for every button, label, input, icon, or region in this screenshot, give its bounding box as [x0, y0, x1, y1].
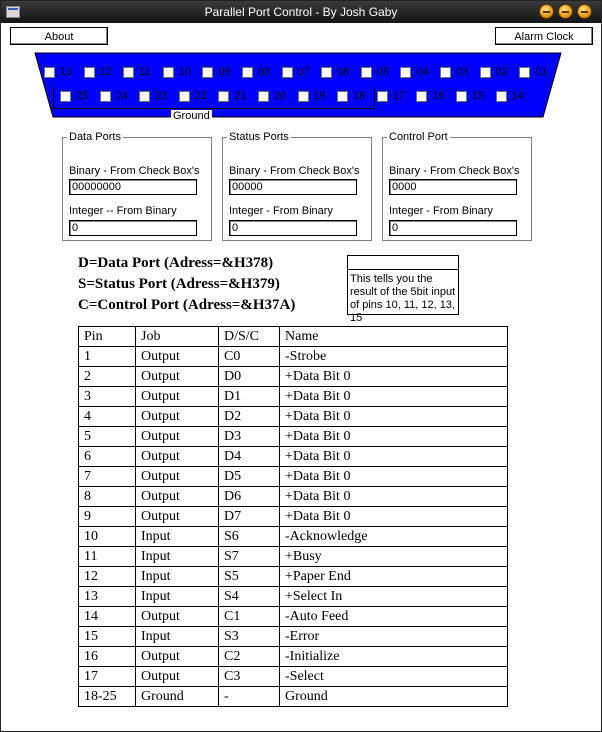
pin-job-cell: Input [136, 547, 219, 567]
checkbox-box[interactable] [202, 67, 213, 78]
input-result-field[interactable] [348, 256, 458, 270]
alarm-clock-button[interactable]: Alarm Clock [495, 27, 593, 45]
pin-name-cell: +Data Bit 0 [280, 427, 508, 447]
pin-number-cell: 2 [79, 367, 136, 387]
pin-number-label: 23 [155, 90, 168, 102]
pin-name-cell: +Data Bit 0 [280, 407, 508, 427]
pin-dsc-cell: S5 [219, 567, 280, 587]
pin-table-body [79, 347, 508, 707]
pin-number-label: 15 [472, 90, 485, 102]
status-ports-title: Status Ports [229, 131, 289, 143]
checkbox-box[interactable] [163, 67, 174, 78]
table-row [79, 667, 508, 687]
control-integer-field[interactable]: 0 [389, 220, 517, 236]
checkbox-box[interactable] [496, 91, 507, 102]
header-name: Name [280, 327, 508, 347]
pin-number-label: 24 [115, 90, 128, 102]
pin-number-cell: 3 [79, 387, 136, 407]
pin-name-cell: -Initialize [280, 647, 508, 667]
pin-job-cell: Output [136, 447, 219, 467]
pin-dsc-cell: D3 [219, 427, 280, 447]
table-row [79, 527, 508, 547]
pin-job-cell: Output [136, 427, 219, 447]
checkbox-box[interactable] [100, 91, 111, 102]
header-dsc: D/S/C [219, 327, 280, 347]
pin-number-label: 12 [99, 66, 112, 78]
pin-checkbox[interactable] [519, 66, 547, 78]
pin-dsc-cell: S4 [219, 587, 280, 607]
status-integer-field[interactable]: 0 [229, 220, 357, 236]
checkbox-box[interactable] [377, 91, 388, 102]
pin-checkbox[interactable] [202, 66, 230, 78]
pin-job-cell: Output [136, 647, 219, 667]
checkbox-box[interactable] [480, 67, 491, 78]
pin-checkbox[interactable] [440, 66, 468, 78]
pin-dsc-cell: D4 [219, 447, 280, 467]
table-row [79, 347, 508, 367]
table-row [79, 367, 508, 387]
table-row [79, 387, 508, 407]
pin-number-cell: 1 [79, 347, 136, 367]
pin-checkbox[interactable] [480, 66, 508, 78]
pin-name-cell: +Busy [280, 547, 508, 567]
pin-number-cell: 11 [79, 547, 136, 567]
ground-label: Ground [173, 110, 210, 122]
pin-job-cell: Input [136, 527, 219, 547]
pin-number-cell: 4 [79, 407, 136, 427]
pin-number-label: 01 [535, 66, 548, 78]
checkbox-box[interactable] [456, 91, 467, 102]
checkbox-box[interactable] [218, 91, 229, 102]
checkbox-box[interactable] [337, 91, 348, 102]
pin-number-cell: 16 [79, 647, 136, 667]
table-row [79, 467, 508, 487]
pin-number-label: 10 [178, 66, 192, 78]
pin-number-label: 03 [456, 66, 469, 78]
checkbox-box[interactable] [400, 67, 411, 78]
pin-checkbox[interactable] [60, 90, 88, 102]
control-binary-label: Binary - From Check Box's [389, 165, 520, 177]
pin-job-cell: Ground [136, 687, 219, 707]
input-result-box [347, 255, 459, 324]
pin-number-label: 21 [234, 90, 247, 102]
pin-number-cell: 10 [79, 527, 136, 547]
pin-job-cell: Output [136, 387, 219, 407]
minimize-button[interactable] [540, 5, 553, 18]
data-integer-label: Integer -- From Binary [69, 205, 177, 217]
pin-job-cell: Input [136, 627, 219, 647]
pin-job-cell: Output [136, 407, 219, 427]
pin-checkbox[interactable] [258, 90, 286, 102]
checkbox-box[interactable] [361, 67, 372, 78]
pin-checkbox[interactable] [337, 90, 365, 102]
pin-number-label: 13 [60, 66, 73, 78]
header-pin: Pin [79, 327, 136, 347]
pin-job-cell: Output [136, 487, 219, 507]
pin-name-cell: +Data Bit 0 [280, 487, 508, 507]
pin-number-label: 11 [139, 66, 151, 78]
pin-number-cell: 18-25 [79, 687, 136, 707]
data-integer-field[interactable]: 0 [69, 220, 197, 236]
checkbox-box[interactable] [282, 67, 293, 78]
pin-number-label: 25 [76, 90, 89, 102]
checkbox-box[interactable] [179, 91, 190, 102]
control-port-group [382, 131, 532, 241]
pin-job-cell: Output [136, 667, 219, 687]
port-address-legend [78, 253, 295, 316]
table-row [79, 547, 508, 567]
checkbox-box[interactable] [440, 67, 451, 78]
pin-number-label: 08 [258, 66, 271, 78]
table-row [79, 427, 508, 447]
pin-number-label: 07 [297, 66, 310, 78]
table-row [79, 487, 508, 507]
data-binary-label: Binary - From Check Box's [69, 165, 200, 177]
checkbox-box[interactable] [321, 67, 332, 78]
table-row [79, 627, 508, 647]
pin-number-label: 14 [511, 90, 524, 102]
pin-number-label: 04 [416, 66, 429, 78]
pin-name-cell: -Error [280, 627, 508, 647]
close-button[interactable] [578, 5, 591, 18]
pin-number-label: 18 [353, 90, 366, 102]
pin-number-label: 16 [432, 90, 445, 102]
table-row [79, 647, 508, 667]
pin-table [78, 326, 508, 707]
data-ports-title: Data Ports [69, 131, 121, 143]
control-integer-label: Integer - From Binary [389, 205, 493, 217]
pin-job-cell: Output [136, 347, 219, 367]
pin-name-cell: -Acknowledge [280, 527, 508, 547]
pin-checkbox[interactable] [123, 66, 150, 78]
status-binary-field[interactable]: 00000 [229, 179, 357, 195]
pin-checkbox[interactable] [218, 90, 246, 102]
pin-table-header-row [79, 327, 508, 347]
pin-checkbox[interactable] [456, 90, 484, 102]
table-row [79, 407, 508, 427]
pin-number-cell: 5 [79, 427, 136, 447]
pin-number-cell: 12 [79, 567, 136, 587]
pin-number-cell: 17 [79, 667, 136, 687]
table-row [79, 687, 508, 707]
pin-checkbox[interactable] [361, 66, 389, 78]
pin-name-cell: +Data Bit 0 [280, 467, 508, 487]
pin-job-cell: Output [136, 607, 219, 627]
db25-connector [31, 51, 565, 121]
pin-dsc-cell: C2 [219, 647, 280, 667]
pin-job-cell: Output [136, 507, 219, 527]
pin-dsc-cell: C3 [219, 667, 280, 687]
pin-checkbox[interactable] [282, 66, 310, 78]
checkbox-box[interactable] [139, 91, 150, 102]
pin-checkbox[interactable] [84, 66, 112, 78]
pin-checkbox[interactable] [242, 66, 270, 78]
control-port-address: C=Control Port (Adress=&H37A) [78, 297, 296, 313]
pin-dsc-cell: S6 [219, 527, 280, 547]
status-binary-label: Binary - From Check Box's [229, 165, 360, 177]
pin-name-cell: +Data Bit 0 [280, 367, 508, 387]
pin-job-cell: Input [136, 587, 219, 607]
table-row [79, 507, 508, 527]
status-port-address: S=Status Port (Adress=&H379) [78, 276, 280, 292]
pin-dsc-cell: D7 [219, 507, 280, 527]
pin-number-label: 05 [376, 66, 390, 78]
pin-dsc-cell: D2 [219, 407, 280, 427]
control-port-title: Control Port [389, 131, 448, 143]
header-job: Job [136, 327, 219, 347]
pin-dsc-cell: D5 [219, 467, 280, 487]
checkbox-box[interactable] [84, 67, 95, 78]
data-binary-field[interactable]: 00000000 [69, 179, 197, 195]
pin-checkbox[interactable] [44, 66, 72, 78]
status-integer-label: Integer - From Binary [229, 205, 333, 217]
pin-number-label: 22 [194, 90, 208, 102]
pin-checkbox[interactable] [100, 90, 128, 102]
pin-job-cell: Input [136, 567, 219, 587]
checkbox-box[interactable] [258, 91, 269, 102]
checkbox-box[interactable] [123, 67, 134, 78]
pin-number-label: 17 [392, 90, 406, 102]
pin-checkbox[interactable] [377, 90, 405, 102]
about-button[interactable]: About [10, 27, 108, 45]
pin-dsc-cell: C0 [219, 347, 280, 367]
table-row [79, 567, 508, 587]
pin-checkbox[interactable] [163, 66, 191, 78]
control-binary-field[interactable]: 0000 [389, 179, 517, 195]
pin-number-label: 20 [274, 90, 287, 102]
pin-checkbox[interactable] [400, 66, 428, 78]
pin-name-cell: +Paper End [280, 567, 508, 587]
checkbox-box[interactable] [298, 91, 309, 102]
pin-name-cell: +Select In [280, 587, 508, 607]
pin-checkbox[interactable] [496, 90, 524, 102]
pin-name-cell: +Data Bit 0 [280, 387, 508, 407]
pin-dsc-cell: C1 [219, 607, 280, 627]
pin-dsc-cell: D0 [219, 367, 280, 387]
pin-number-cell: 15 [79, 627, 136, 647]
pin-number-cell: 8 [79, 487, 136, 507]
pin-name-cell: -Select [280, 667, 508, 687]
pin-dsc-cell: S3 [219, 627, 280, 647]
data-ports-group [62, 131, 212, 241]
pin-number-label: 06 [337, 66, 350, 78]
pin-number-cell: 13 [79, 587, 136, 607]
table-row [79, 607, 508, 627]
status-ports-group [222, 131, 372, 241]
pin-number-label: 02 [495, 66, 508, 78]
checkbox-box[interactable] [242, 67, 253, 78]
input-result-note: This tells you the result of the 5bit input of pins 10, 11, 12, 13, 15 [350, 273, 456, 324]
checkbox-box[interactable] [416, 91, 427, 102]
pin-name-cell: +Data Bit 0 [280, 447, 508, 467]
pin-number-label: 09 [218, 66, 231, 78]
checkbox-box[interactable] [44, 67, 55, 78]
pin-number-cell: 14 [79, 607, 136, 627]
pin-checkbox[interactable] [298, 90, 326, 102]
pin-dsc-cell: - [219, 687, 280, 707]
pin-checkbox[interactable] [139, 90, 167, 102]
pin-job-cell: Output [136, 367, 219, 387]
title-bar[interactable] [1, 1, 601, 23]
table-row [79, 447, 508, 467]
pin-number-cell: 6 [79, 447, 136, 467]
pin-number-cell: 7 [79, 467, 136, 487]
maximize-button[interactable] [559, 5, 572, 18]
checkbox-box[interactable] [519, 67, 530, 78]
pin-number-cell: 9 [79, 507, 136, 527]
pin-number-label: 19 [313, 90, 326, 102]
pin-checkbox[interactable] [179, 90, 207, 102]
pin-dsc-cell: S7 [219, 547, 280, 567]
pin-checkbox[interactable] [321, 66, 349, 78]
checkbox-box[interactable] [60, 91, 71, 102]
pin-name-cell: -Auto Feed [280, 607, 508, 627]
pin-dsc-cell: D6 [219, 487, 280, 507]
pin-name-cell: Ground [280, 687, 508, 707]
pin-job-cell: Output [136, 467, 219, 487]
data-port-address: D=Data Port (Adress=&H378) [78, 255, 274, 271]
pin-name-cell: -Strobe [280, 347, 508, 367]
pin-dsc-cell: D1 [219, 387, 280, 407]
pin-checkbox[interactable] [416, 90, 444, 102]
table-row [79, 587, 508, 607]
pin-name-cell: +Data Bit 0 [280, 507, 508, 527]
window-title: Parallel Port Control - By Josh Gaby [204, 5, 398, 19]
